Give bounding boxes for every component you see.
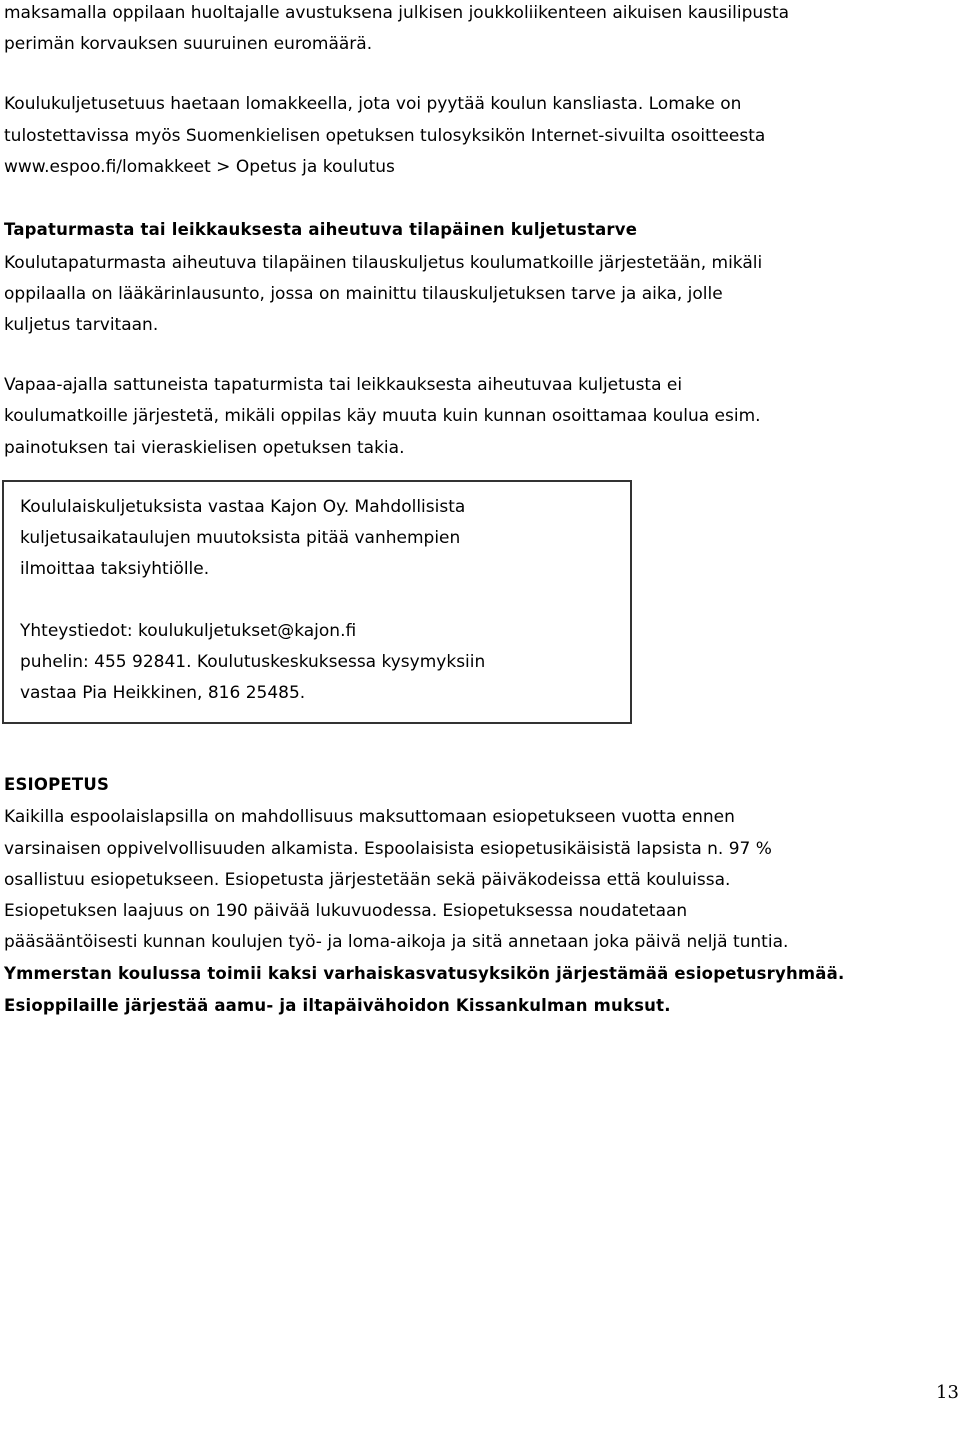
body-text-line: koulumatkoille järjestetä, mikäli oppilas käy muuta kuin kunnan osoittamaa koulua esim. <box>4 406 761 426</box>
contact-notice-box <box>2 480 632 724</box>
section-heading: ESIOPETUS <box>4 775 110 794</box>
body-text-line: Esiopetuksen laajuus on 190 päivää lukuvuodessa. Esiopetuksessa noudatetaan <box>4 901 688 921</box>
contact-email-line: Yhteystiedot: koulukuljetukset@kajon.fi <box>20 621 357 641</box>
page-number: 13 <box>936 1382 959 1403</box>
body-text-line: Koulukuljetusetuus haetaan lomakkeella, jota voi pyytää koulun kansliasta. Lomake on <box>4 94 742 114</box>
notice-text-line: kuljetusaikataulujen muutoksista pitää vanhempien <box>20 528 461 548</box>
body-text-line: kuljetus tarvitaan. <box>4 315 159 335</box>
body-text-line: Koulutapaturmasta aiheutuva tilapäinen tilauskuljetus koulumatkoille järjestetään, mikäli <box>4 253 763 273</box>
contact-person-line: vastaa Pia Heikkinen, 816 25485. <box>20 683 306 703</box>
body-text-line: varsinaisen oppivelvollisuuden alkamista. Espoolaisista esiopetusikäisistä lapsista n. 97 % <box>4 839 772 859</box>
body-text-line: pääsääntöisesti kunnan koulujen työ- ja loma-aikoja ja sitä annetaan joka päivä neljä tuntia. <box>4 932 789 952</box>
notice-text-line: ilmoittaa taksiyhtiölle. <box>20 559 210 579</box>
body-text-line: tulostettavissa myös Suomenkielisen opetuksen tulosyksikön Internet-sivuilta osoitteesta <box>4 126 766 146</box>
section-heading: Tapaturmasta tai leikkauksesta aiheutuva tilapäinen kuljetustarve <box>4 220 638 239</box>
body-text-line: perimän korvauksen suuruinen euromäärä. <box>4 34 373 54</box>
body-text-line: www.espoo.fi/lomakkeet > Opetus ja koulutus <box>4 157 395 177</box>
body-text-line: Kaikilla espoolaislapsilla on mahdollisuus maksuttomaan esiopetukseen vuotta ennen <box>4 807 735 827</box>
body-text-line: painotuksen tai vieraskielisen opetuksen takia. <box>4 438 405 458</box>
body-text-line: Vapaa-ajalla sattuneista tapaturmista tai leikkauksesta aiheutuvaa kuljetusta ei <box>4 375 683 395</box>
notice-text-line: Koululaiskuljetuksista vastaa Kajon Oy. Mahdollisista <box>20 497 466 517</box>
body-text-line: osallistuu esiopetukseen. Esiopetusta järjestetään sekä päiväkodeissa että kouluissa. <box>4 870 731 890</box>
body-text-line: maksamalla oppilaan huoltajalle avustuksena julkisen joukkoliikenteen aikuisen kausilipusta <box>4 3 790 23</box>
body-text-line: oppilaalla on lääkärinlausunto, jossa on mainittu tilauskuljetuksen tarve ja aika, jolle <box>4 284 723 304</box>
bold-text-line: Esioppilaille järjestää aamu- ja iltapäivähoidon Kissankulman muksut. <box>4 996 671 1015</box>
contact-phone-line: puhelin: 455 92841. Koulutuskeskuksessa kysymyksiin <box>20 652 486 672</box>
bold-text-line: Ymmerstan koulussa toimii kaksi varhaiskasvatusyksikön järjestämää esiopetusryhmää. <box>4 964 845 983</box>
